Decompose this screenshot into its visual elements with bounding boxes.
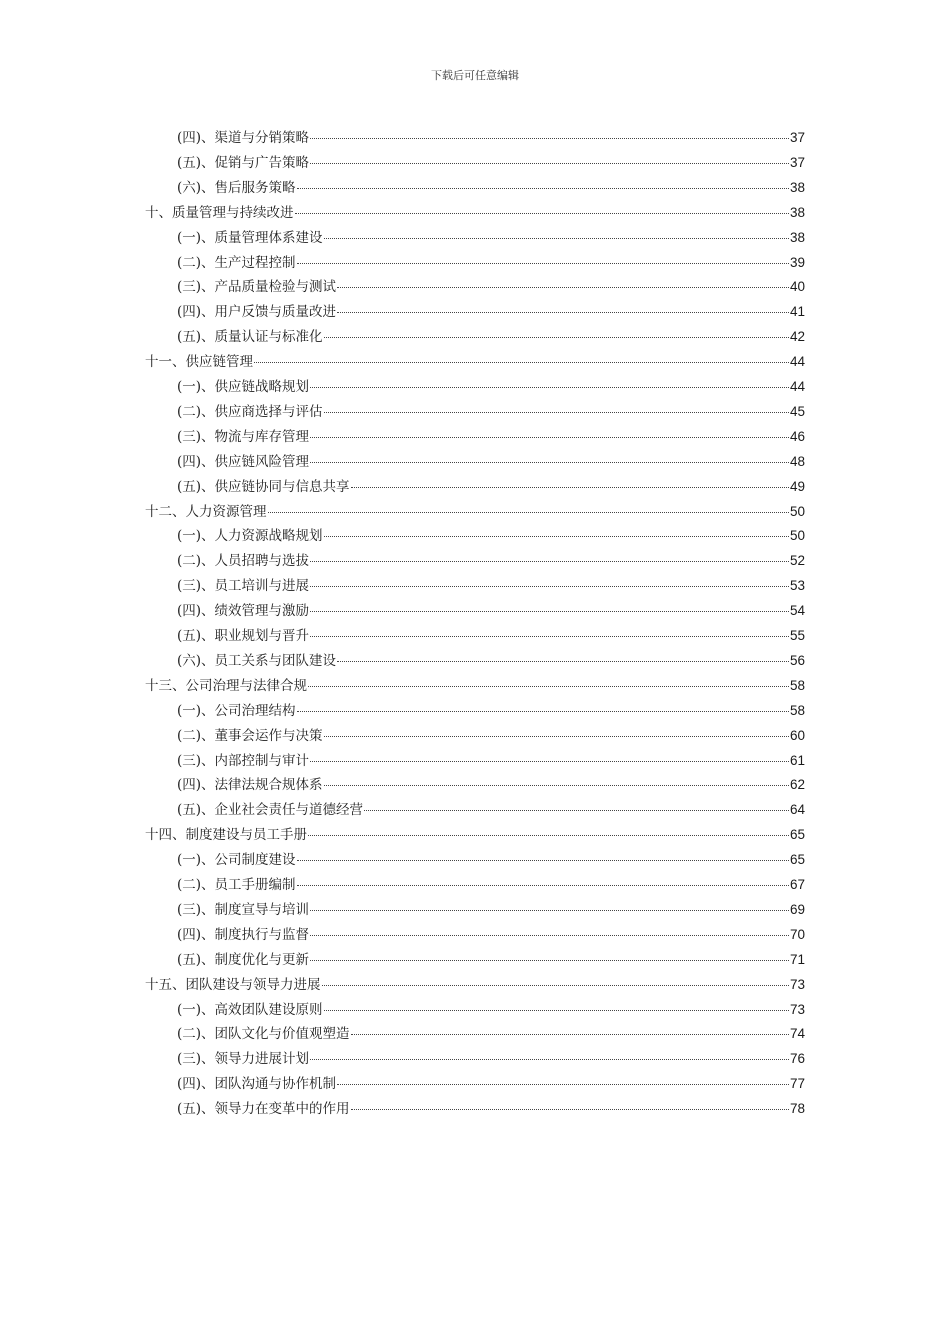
toc-entry-label: (一)、人力资源战略规划 (177, 528, 323, 545)
toc-page-number: 65 (789, 827, 805, 843)
toc-chapter-entry[interactable] (145, 350, 805, 374)
toc-section-entry[interactable] (177, 1072, 805, 1096)
toc-section-entry[interactable] (177, 275, 805, 299)
toc-entry-label: (五)、供应链协同与信息共享 (177, 478, 350, 495)
toc-entry-label: (五)、促销与广告策略 (177, 154, 310, 171)
toc-section-entry[interactable] (177, 599, 805, 623)
toc-leader-dots (297, 711, 789, 712)
toc-entry-label: 十五、团队建设与领导力进展 (145, 976, 321, 993)
toc-leader-dots (337, 661, 789, 662)
toc-page-number: 45 (789, 403, 805, 419)
toc-page-number: 73 (789, 1001, 805, 1017)
toc-page-number: 38 (789, 179, 805, 195)
toc-section-entry[interactable] (177, 798, 805, 822)
toc-section-entry[interactable] (177, 898, 805, 922)
toc-entry-label: (四)、团队沟通与协作机制 (177, 1076, 337, 1093)
toc-page-number: 62 (789, 777, 805, 793)
toc-section-entry[interactable] (177, 549, 805, 573)
toc-section-entry[interactable] (177, 375, 805, 399)
toc-page-number: 42 (789, 329, 805, 345)
toc-leader-dots (310, 935, 789, 936)
toc-page-number: 73 (789, 976, 805, 992)
toc-section-entry[interactable] (177, 524, 805, 548)
toc-entry-label: (一)、供应链战略规划 (177, 379, 310, 395)
toc-leader-dots (297, 885, 789, 886)
toc-page-number: 56 (789, 652, 805, 668)
toc-section-entry[interactable] (177, 923, 805, 947)
toc-entry-label: (一)、公司治理结构 (177, 702, 296, 719)
toc-page-number: 40 (789, 279, 805, 295)
toc-entry-label: (二)、人员招聘与选拔 (177, 553, 310, 570)
toc-entry-label: (三)、员工培训与进展 (177, 578, 310, 595)
toc-page-number: 74 (789, 1026, 805, 1042)
toc-entry-label: (二)、员工手册编制 (177, 877, 296, 893)
toc-leader-dots (337, 312, 789, 313)
toc-leader-dots (295, 213, 789, 214)
toc-page-number: 64 (789, 802, 805, 818)
toc-leader-dots (310, 586, 789, 587)
toc-leader-dots (324, 238, 789, 239)
toc-section-entry[interactable] (177, 1022, 805, 1046)
toc-entry-label: (二)、团队文化与价值观塑造 (177, 1026, 350, 1043)
toc-page-number: 69 (789, 901, 805, 917)
toc-page-number: 38 (789, 229, 805, 245)
toc-page-number: 39 (789, 254, 805, 270)
toc-leader-dots (308, 686, 789, 687)
toc-section-entry[interactable] (177, 126, 805, 150)
toc-leader-dots (324, 337, 789, 338)
toc-entry-label: (四)、供应链风险管理 (177, 453, 310, 470)
toc-page-number: 53 (789, 578, 805, 594)
toc-entry-label: (五)、质量认证与标准化 (177, 329, 323, 346)
toc-section-entry[interactable] (177, 749, 805, 773)
toc-section-entry[interactable] (177, 251, 805, 275)
toc-section-entry[interactable] (177, 226, 805, 250)
toc-section-entry[interactable] (177, 325, 805, 349)
toc-section-entry[interactable] (177, 699, 805, 723)
toc-section-entry[interactable] (177, 624, 805, 648)
toc-page-number: 48 (789, 453, 805, 469)
toc-section-entry[interactable] (177, 400, 805, 424)
toc-entry-label: (四)、用户反馈与质量改进 (177, 304, 337, 321)
toc-leader-dots (310, 138, 789, 139)
toc-page-number: 58 (789, 702, 805, 718)
toc-chapter-entry[interactable] (145, 823, 805, 847)
toc-page-number: 78 (789, 1101, 805, 1117)
toc-page-number: 65 (789, 852, 805, 868)
toc-section-entry[interactable] (177, 773, 805, 797)
toc-leader-dots (268, 512, 789, 513)
toc-leader-dots (337, 287, 789, 288)
toc-section-entry[interactable] (177, 450, 805, 474)
toc-entry-label: 十一、供应链管理 (145, 354, 253, 371)
toc-page-number: 37 (789, 154, 805, 170)
toc-section-entry[interactable] (177, 574, 805, 598)
toc-section-entry[interactable] (177, 998, 805, 1022)
toc-entry-label: 十二、人力资源管理 (145, 503, 267, 520)
toc-leader-dots (351, 487, 789, 488)
toc-page-number: 44 (789, 354, 805, 370)
toc-leader-dots (351, 1034, 789, 1035)
toc-entry-label: 十三、公司治理与法律合规 (145, 677, 307, 694)
toc-page-number: 38 (789, 204, 805, 220)
toc-entry-label: (四)、制度执行与监督 (177, 926, 310, 943)
toc-leader-dots (297, 188, 789, 189)
toc-chapter-entry[interactable] (145, 201, 805, 225)
toc-entry-label: (二)、供应商选择与评估 (177, 403, 323, 420)
page-header: 下载后可任意编辑 (431, 69, 519, 82)
toc-section-entry[interactable] (177, 848, 805, 872)
toc-entry-label: (五)、制度优化与更新 (177, 951, 310, 968)
toc-leader-dots (297, 860, 789, 861)
toc-entry-label: (一)、高效团队建设原则 (177, 1001, 323, 1018)
toc-page-number: 70 (789, 926, 805, 942)
toc-page-number: 71 (789, 951, 805, 967)
toc-leader-dots (310, 1059, 789, 1060)
toc-leader-dots (324, 736, 789, 737)
toc-page-number: 37 (789, 130, 805, 145)
toc-leader-dots (324, 536, 789, 537)
toc-section-entry[interactable] (177, 873, 805, 897)
toc-section-entry[interactable] (177, 649, 805, 673)
toc-section-entry[interactable] (177, 176, 805, 200)
toc-entry-label: (三)、产品质量检验与测试 (177, 279, 337, 296)
toc-entry-label: (三)、领导力进展计划 (177, 1051, 310, 1068)
toc-section-entry[interactable] (177, 300, 805, 324)
toc-page-number: 52 (789, 553, 805, 569)
toc-leader-dots (310, 387, 789, 388)
toc-section-entry[interactable] (177, 425, 805, 449)
toc-chapter-entry[interactable] (145, 674, 805, 698)
toc-page-number: 61 (789, 752, 805, 768)
toc-leader-dots (310, 636, 789, 637)
toc-leader-dots (310, 561, 789, 562)
toc-page-number: 50 (789, 528, 805, 544)
toc-section-entry[interactable] (177, 1047, 805, 1071)
toc-leader-dots (322, 985, 789, 986)
toc-entry-label: 十、质量管理与持续改进 (145, 204, 294, 221)
toc-leader-dots (310, 910, 789, 911)
toc-section-entry[interactable] (177, 724, 805, 748)
toc-section-entry[interactable] (177, 1097, 805, 1121)
toc-entry-label: (五)、职业规划与晋升 (177, 628, 310, 644)
toc-page-number: 49 (789, 478, 805, 494)
toc-entry-label: (一)、质量管理体系建设 (177, 229, 323, 246)
toc-entry-label: (一)、公司制度建设 (177, 852, 296, 869)
toc-entry-label: (五)、领导力在变革中的作用 (177, 1101, 350, 1118)
toc-leader-dots (310, 437, 789, 438)
toc-leader-dots (351, 1109, 789, 1110)
toc-page-number: 60 (789, 727, 805, 743)
toc-leader-dots (308, 835, 789, 836)
toc-section-entry[interactable] (177, 948, 805, 972)
toc-page-number: 55 (789, 628, 805, 643)
toc-entry-label: (二)、生产过程控制 (177, 254, 296, 271)
toc-entry-label: (四)、法律法规合规体系 (177, 777, 323, 794)
toc-page-number: 54 (789, 603, 805, 619)
toc-chapter-entry[interactable] (145, 500, 805, 524)
toc-page-number: 67 (789, 877, 805, 892)
toc-leader-dots (297, 263, 789, 264)
toc-page-number: 41 (789, 304, 805, 320)
toc-leader-dots (310, 163, 789, 164)
toc-entry-label: (五)、企业社会责任与道德经营 (177, 802, 364, 819)
toc-leader-dots (324, 1010, 789, 1011)
toc-entry-label: (三)、物流与库存管理 (177, 428, 310, 445)
toc-chapter-entry[interactable] (145, 973, 805, 997)
toc-leader-dots (337, 1084, 789, 1085)
toc-leader-dots (310, 761, 789, 762)
toc-entry-label: (六)、员工关系与团队建设 (177, 652, 337, 669)
toc-entry-label: (二)、董事会运作与决策 (177, 727, 323, 744)
toc-page-number: 50 (789, 503, 805, 519)
toc-page-number: 46 (789, 428, 805, 444)
toc-leader-dots (254, 362, 789, 363)
toc-leader-dots (310, 462, 789, 463)
toc-leader-dots (324, 785, 789, 786)
toc-section-entry[interactable] (177, 151, 805, 175)
toc-leader-dots (310, 611, 789, 612)
toc-entry-label: 十四、制度建设与员工手册 (145, 827, 307, 844)
toc-page-number: 44 (789, 379, 805, 394)
toc-section-entry[interactable] (177, 475, 805, 499)
toc-page-number: 77 (789, 1076, 805, 1092)
toc-entry-label: (三)、内部控制与审计 (177, 752, 310, 769)
toc-leader-dots (364, 810, 789, 811)
toc-entry-label: (三)、制度宣导与培训 (177, 901, 310, 918)
toc-entry-label: (六)、售后服务策略 (177, 179, 296, 196)
toc-entry-label: (四)、渠道与分销策略 (177, 130, 310, 146)
toc-entry-label: (四)、绩效管理与激励 (177, 603, 310, 620)
toc-page-number: 76 (789, 1051, 805, 1067)
toc-leader-dots (324, 412, 789, 413)
toc-leader-dots (310, 960, 789, 961)
toc-page-number: 58 (789, 677, 805, 693)
